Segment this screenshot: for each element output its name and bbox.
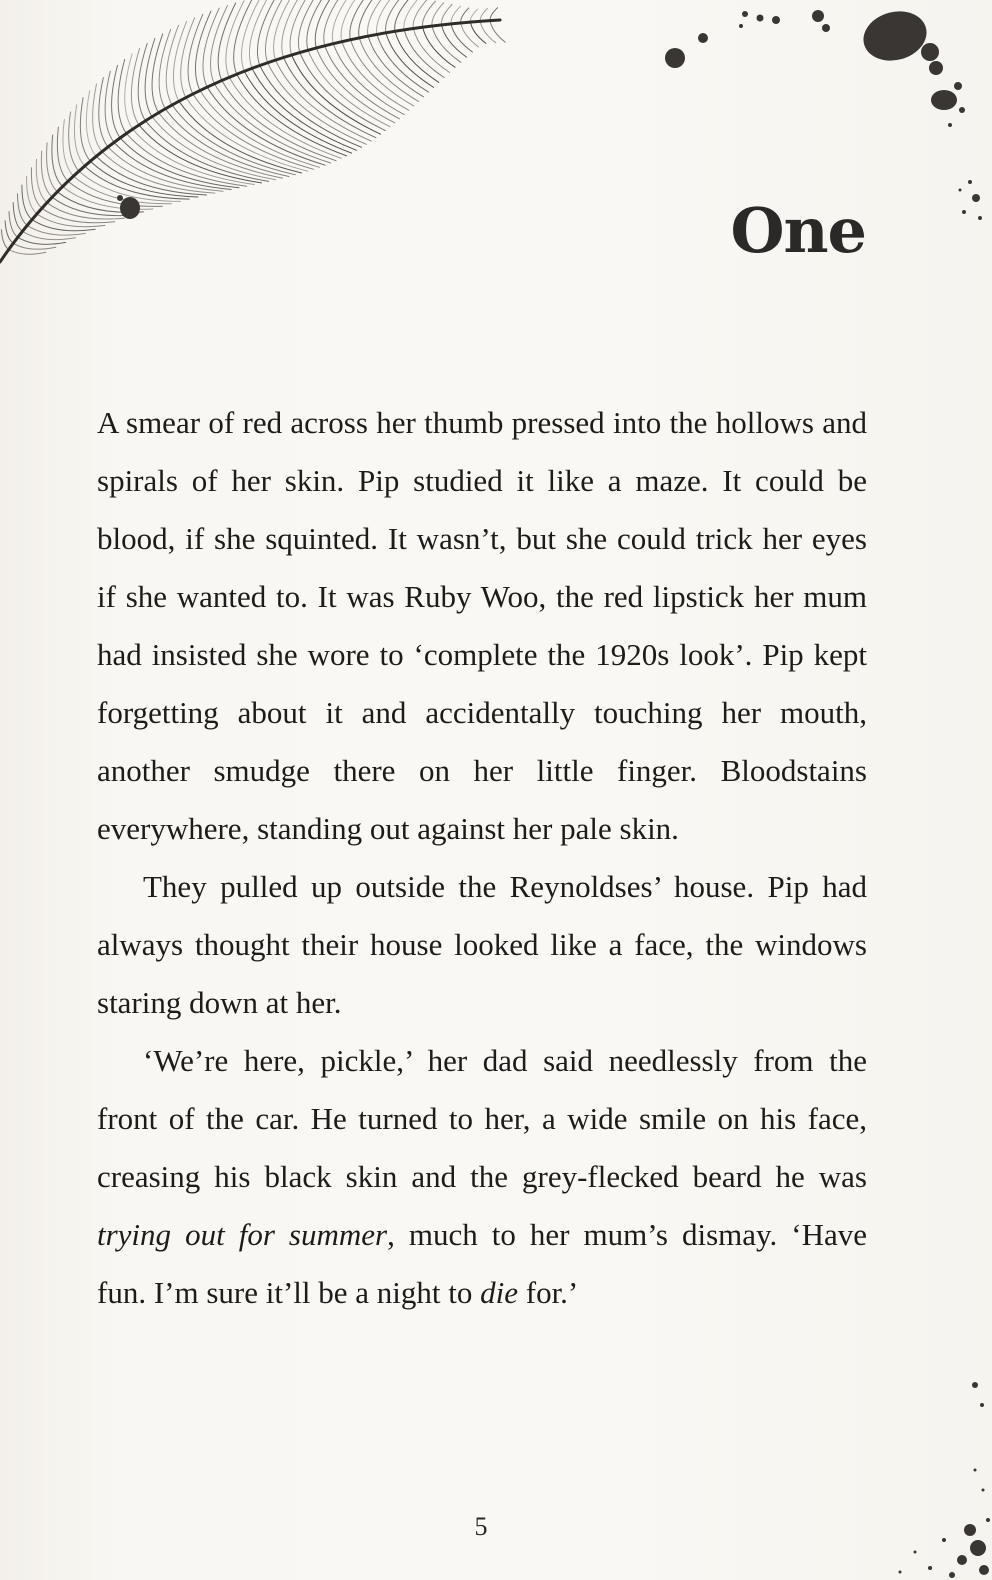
paragraph-3-part-a: ‘We’re here, pickle,’ her dad said needlessly from the front of the car. He turned to her, a wide smile on his face, creasing his black skin and the grey-flecked beard he was	[97, 1043, 867, 1194]
paragraph-3-italic-b: die	[480, 1275, 518, 1310]
paragraph-3-part-c: , much to her mum’s dismay. ‘Have fun. I’m sure it’ll be a night to	[97, 1217, 868, 1310]
paragraph-1: A smear of red across her thumb pressed into the hollows and spirals of her skin. Pip studied it like a maze. It could be blood, if she squinted. It wasn’t, but she could trick her eyes if she wanted to. It was Ruby Woo, the red lipstick her mum had insisted she wore to ‘complete the 1920s look’. Pip kept forgetting about it and accidentally touching her mouth, another smudge there on her little finger. Bloodstains everywhere, standing out against her pale skin.	[97, 405, 867, 846]
feather-illustration	[0, 0, 580, 280]
paragraph-3-part-e: for.’	[518, 1275, 579, 1310]
page-number: 5	[474, 1512, 488, 1541]
paragraph-3-italic-a: trying out for summer	[97, 1217, 388, 1252]
chapter-title: One	[730, 194, 866, 267]
paragraph-3	[97, 1032, 867, 1322]
paragraph-2: They pulled up outside the Reynoldses’ house. Pip had always thought their house looked like a face, the windows staring down at her.	[97, 869, 867, 1020]
chapter-body	[97, 394, 867, 1322]
